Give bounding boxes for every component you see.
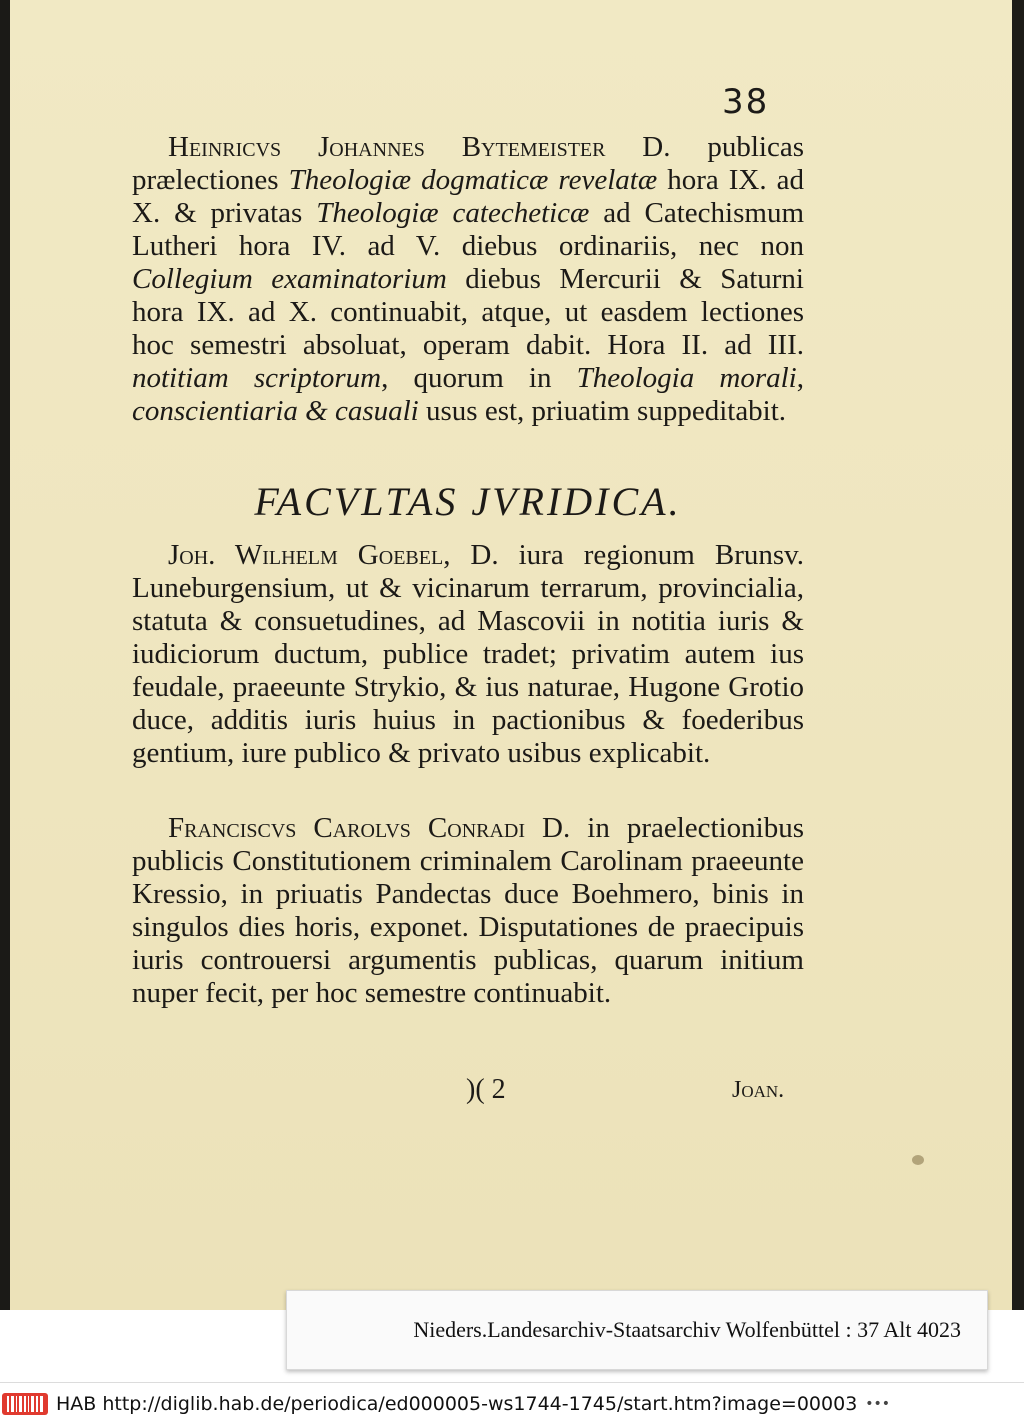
paper-stain bbox=[912, 1155, 924, 1165]
professor-name: Joh. Wilhelm Goebel bbox=[168, 539, 444, 571]
barcode-icon bbox=[2, 1389, 50, 1419]
footer-url[interactable]: http://diglib.hab.de/periodica/ed000005-ws1744-1745/start.htm?image=00003 bbox=[102, 1392, 858, 1415]
page-number: 38 bbox=[722, 82, 770, 122]
footer-org: HAB bbox=[56, 1392, 97, 1415]
footer-bar bbox=[0, 1382, 1024, 1424]
paragraph-goebel: Joh. Wilhelm Goebel, D. iura regionum Brunsv. Luneburgensium, ut & vicinarum terrarum, provincialia, statuta & consuetudines, ad Mascovii in notitia iuris & iudiciorum ductum, publice tradet; privatim autem ius feudale, praeeunte Strykio, & ius naturae, Hugone Grotio duce, additis iuris huius in pactionibus & foederibus gentium, iure publico & privato usibus explicabit. bbox=[132, 539, 805, 769]
professor-name: Franciscvs Carolvs Conradi bbox=[168, 812, 526, 844]
archive-label: Nieders.Landesarchiv-Staatsarchiv Wolfenbüttel : 37 Alt 4023 bbox=[286, 1290, 988, 1370]
signature-mark: )( 2 bbox=[466, 1074, 506, 1105]
paragraph-theology: Heinricvs Johannes Bytemeister D. publicas prælectiones Theologiæ dogmaticæ revelatæ hora IX. ad X. & privatas Theologiæ catecheticæ ad Catechismum Lutheri hora IV. ad V. diebus ordinariis, nec non Collegium examinatorium diebus Mercurii & Saturni hora IX. ad X. continuabit, atque, ut easdem lectiones hoc semestri absoluat, operam dabit. Hora II. ad III. notitiam scriptorum, quorum in Theologia morali, conscientiaria & casuali usus est, priuatim suppeditabit. bbox=[132, 131, 804, 427]
paragraph-conradi: Franciscvs Carolvs Conradi D. in praelectionibus publicis Constitutionem criminalem Carolinam praeeunte Kressio, in priuatis Pandectas duce Boehmero, binis in singulos dies horis, exponet. Disputationes de praecipuis iuris controuersi argumentis publicas, quarum initium nuper fecit, per hoc semestre continuabit. bbox=[132, 812, 804, 1009]
scan-right-edge bbox=[1012, 0, 1024, 1310]
section-heading: FACVLTAS JVRIDICA. bbox=[254, 479, 682, 524]
professor-name: Heinricvs Johannes Bytemeister bbox=[168, 131, 606, 163]
catchword: Joan. bbox=[732, 1077, 785, 1103]
more-icon[interactable]: ••• bbox=[865, 1395, 891, 1412]
scan-left-edge bbox=[0, 0, 10, 1310]
